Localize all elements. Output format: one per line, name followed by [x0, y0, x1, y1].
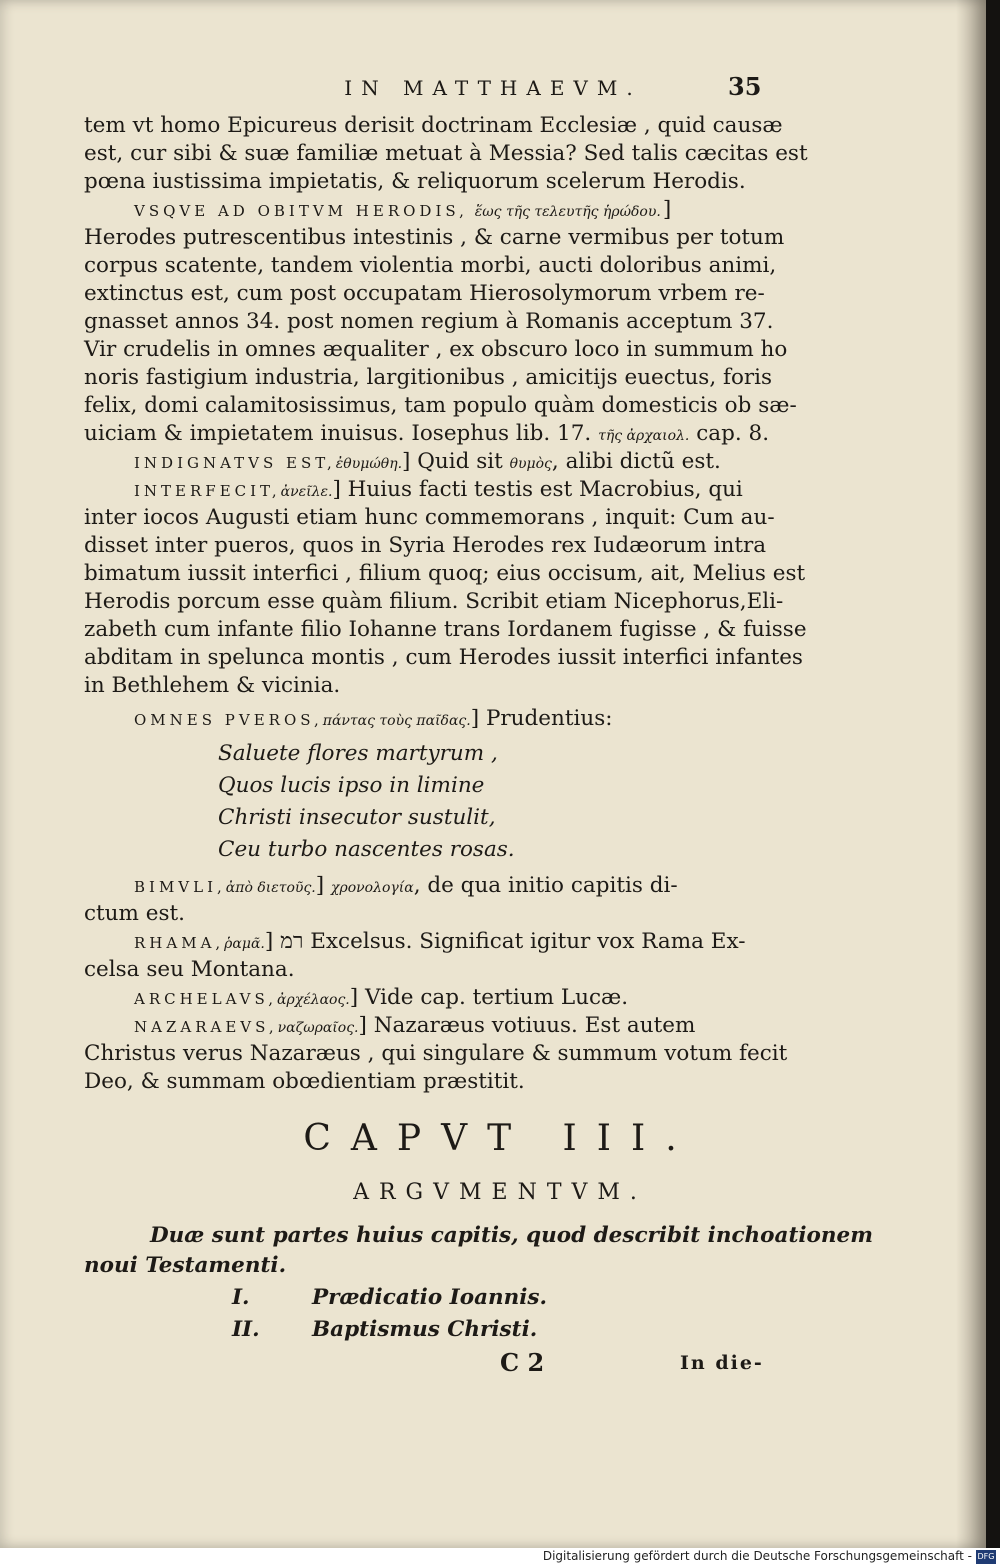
spine-shadow	[956, 0, 986, 1548]
text-line: extinctus est, cum post occupatam Hierosolymorum vrbem re-	[84, 281, 765, 306]
text-segment: uiciam & impietatem inuisus. Iosephus lib. 17.	[84, 421, 592, 446]
text-line: celsa seu Montana.	[84, 957, 295, 982]
text-line: pœna iustissima impietatis, & reliquorum scelerum Herodis.	[84, 169, 746, 194]
text-line: Deo, & summam obœdientiam præstitit.	[84, 1069, 525, 1094]
dfg-logo: DFG	[976, 1550, 996, 1564]
text-segment: , alibi dictũ est.	[551, 449, 721, 474]
text-segment: ] Vide cap. tertium Lucæ.	[349, 985, 629, 1010]
lemma-line	[134, 705, 613, 735]
text-line: disset inter pueros, quos in Syria Herodes rex Iudæorum intra	[84, 533, 767, 558]
lemma-greek: ἐθυμώθη.	[335, 456, 403, 472]
lemma-latin: INDIGNATVS EST,	[134, 454, 336, 472]
lemma-line	[134, 984, 628, 1014]
verse-line: Saluete flores martyrum ,	[218, 741, 498, 766]
lemma-latin: RHAMA,	[134, 934, 225, 952]
text-line: est, cur sibi & suæ familiæ metuat à Messia? Sed talis cæcitas est	[84, 141, 808, 166]
text-line: in Bethlehem & vicinia.	[84, 673, 341, 698]
text-segment: ] Huius facti testis est Macrobius, qui	[332, 477, 743, 502]
lemma-latin: OMNES PVEROS,	[134, 711, 323, 729]
text-line: noris fastigium industria, largitionibus , amicitijs euectus, foris	[84, 365, 773, 390]
lemma-line	[134, 196, 671, 226]
verse-line: Quos lucis ipso in limine	[218, 773, 485, 798]
lemma-latin: VSQVE AD OBITVM HERODIS,	[134, 202, 468, 220]
text-line	[84, 420, 769, 450]
text-line: Christus verus Nazaræus , qui singulare & summum votum fecit	[84, 1041, 788, 1066]
lemma-latin: ARCHELAVS,	[134, 990, 278, 1008]
text-line: Herodes putrescentibus intestinis , & carne vermibus per totum	[84, 225, 785, 250]
list-item-number: II.	[232, 1317, 260, 1342]
argument-intro: Duæ sunt partes huius capitis, quod describit inchoationem	[150, 1223, 873, 1248]
greek-segment: θυμὸς	[509, 456, 552, 472]
argument-intro: noui Testamenti.	[84, 1253, 287, 1278]
lemma-greek: ἀπὸ διετοῦς.	[225, 880, 316, 896]
lemma-greek: ἀρχέλαος.	[277, 992, 350, 1008]
lemma-line	[134, 1012, 695, 1042]
text-line: tem vt homo Epicureus derisit doctrinam Ecclesiæ , quid causæ	[84, 113, 783, 138]
text-segment: cap. 8.	[696, 421, 770, 446]
running-head: IN MATTHAEVM.	[344, 76, 642, 100]
text-line: corpus scatente, tandem violentia morbi, aucti doloribus animi,	[84, 253, 777, 278]
bracket: ]	[662, 197, 672, 222]
text-line: zabeth cum infante filio Iohanne trans Iordanem fugisse , & fuisse	[84, 617, 807, 642]
lemma-line	[134, 476, 743, 506]
lemma-latin: BIMVLI,	[134, 878, 226, 896]
argumentum-heading: ARGVMENTVM.	[353, 1180, 647, 1205]
text-segment: , de qua initio capitis di-	[413, 873, 678, 898]
list-item-text: Baptismus Christi.	[312, 1317, 538, 1342]
footer-credit: Digitalisierung gefördert durch die Deutsche Forschungsgemeinschaft -	[542, 1549, 972, 1563]
lemma-latin: NAZARAEVS,	[134, 1018, 278, 1036]
greek-segment: χρονολογία	[330, 880, 414, 896]
text-line: ctum est.	[84, 901, 185, 926]
text-line: inter iocos Augusti etiam hunc commemorans , inquit: Cum au-	[84, 505, 775, 530]
list-item-text: Prædicatio Ioannis.	[312, 1285, 548, 1310]
text-segment: ] Quid sit	[402, 449, 503, 474]
page-number: 35	[728, 72, 762, 101]
signature-mark: C 2	[500, 1348, 545, 1377]
lemma-line	[134, 872, 678, 902]
text-line: felix, domi calamitosissimus, tam populo quàm domesticis ob sæ-	[84, 393, 797, 418]
verse-line: Christi insecutor sustulit,	[218, 805, 496, 830]
text-segment: ]	[315, 873, 325, 898]
verse-line: Ceu turbo nascentes rosas.	[218, 837, 515, 862]
text-line: bimatum iussit interfici , filium quoq; eius occisum, ait, Melius est	[84, 561, 806, 586]
text-segment: ] Prudentius:	[470, 706, 613, 731]
lemma-greek: ἀνεῖλε.	[280, 484, 333, 500]
lemma-line	[134, 448, 721, 478]
greek-segment: τῆς ἀρχαιολ.	[598, 428, 690, 444]
catchword: In die-	[680, 1352, 764, 1374]
text-segment: ] Nazaræus votiuus. Est autem	[358, 1013, 696, 1038]
list-item-number: I.	[232, 1285, 250, 1310]
lemma-latin: INTERFECIT,	[134, 482, 281, 500]
text-line: Vir crudelis in omnes æqualiter , ex obscuro loco in summum ho	[84, 337, 788, 362]
text-segment: ] רמ Excelsus. Significat igitur vox Rama Ex-	[264, 929, 746, 954]
lemma-greek: ἕως τῆς τελευτῆς ἡρώδου.	[474, 204, 661, 220]
text-line: gnasset annos 34. post nomen regium à Romanis acceptum 37.	[84, 309, 774, 334]
lemma-line	[134, 928, 745, 958]
text-line: Herodis porcum esse quàm filium. Scribit etiam Nicephorus,Eli-	[84, 589, 784, 614]
text-line: abditam in spelunca montis , cum Herodes iussit interfici infantes	[84, 645, 803, 670]
lemma-greek: πάντας τοὺς παῖδας.	[322, 713, 471, 729]
chapter-title: CAPVT III.	[303, 1118, 697, 1159]
lemma-greek: ναζωραῖος.	[277, 1020, 359, 1036]
lemma-greek: ῥαμᾶ.	[224, 936, 265, 952]
